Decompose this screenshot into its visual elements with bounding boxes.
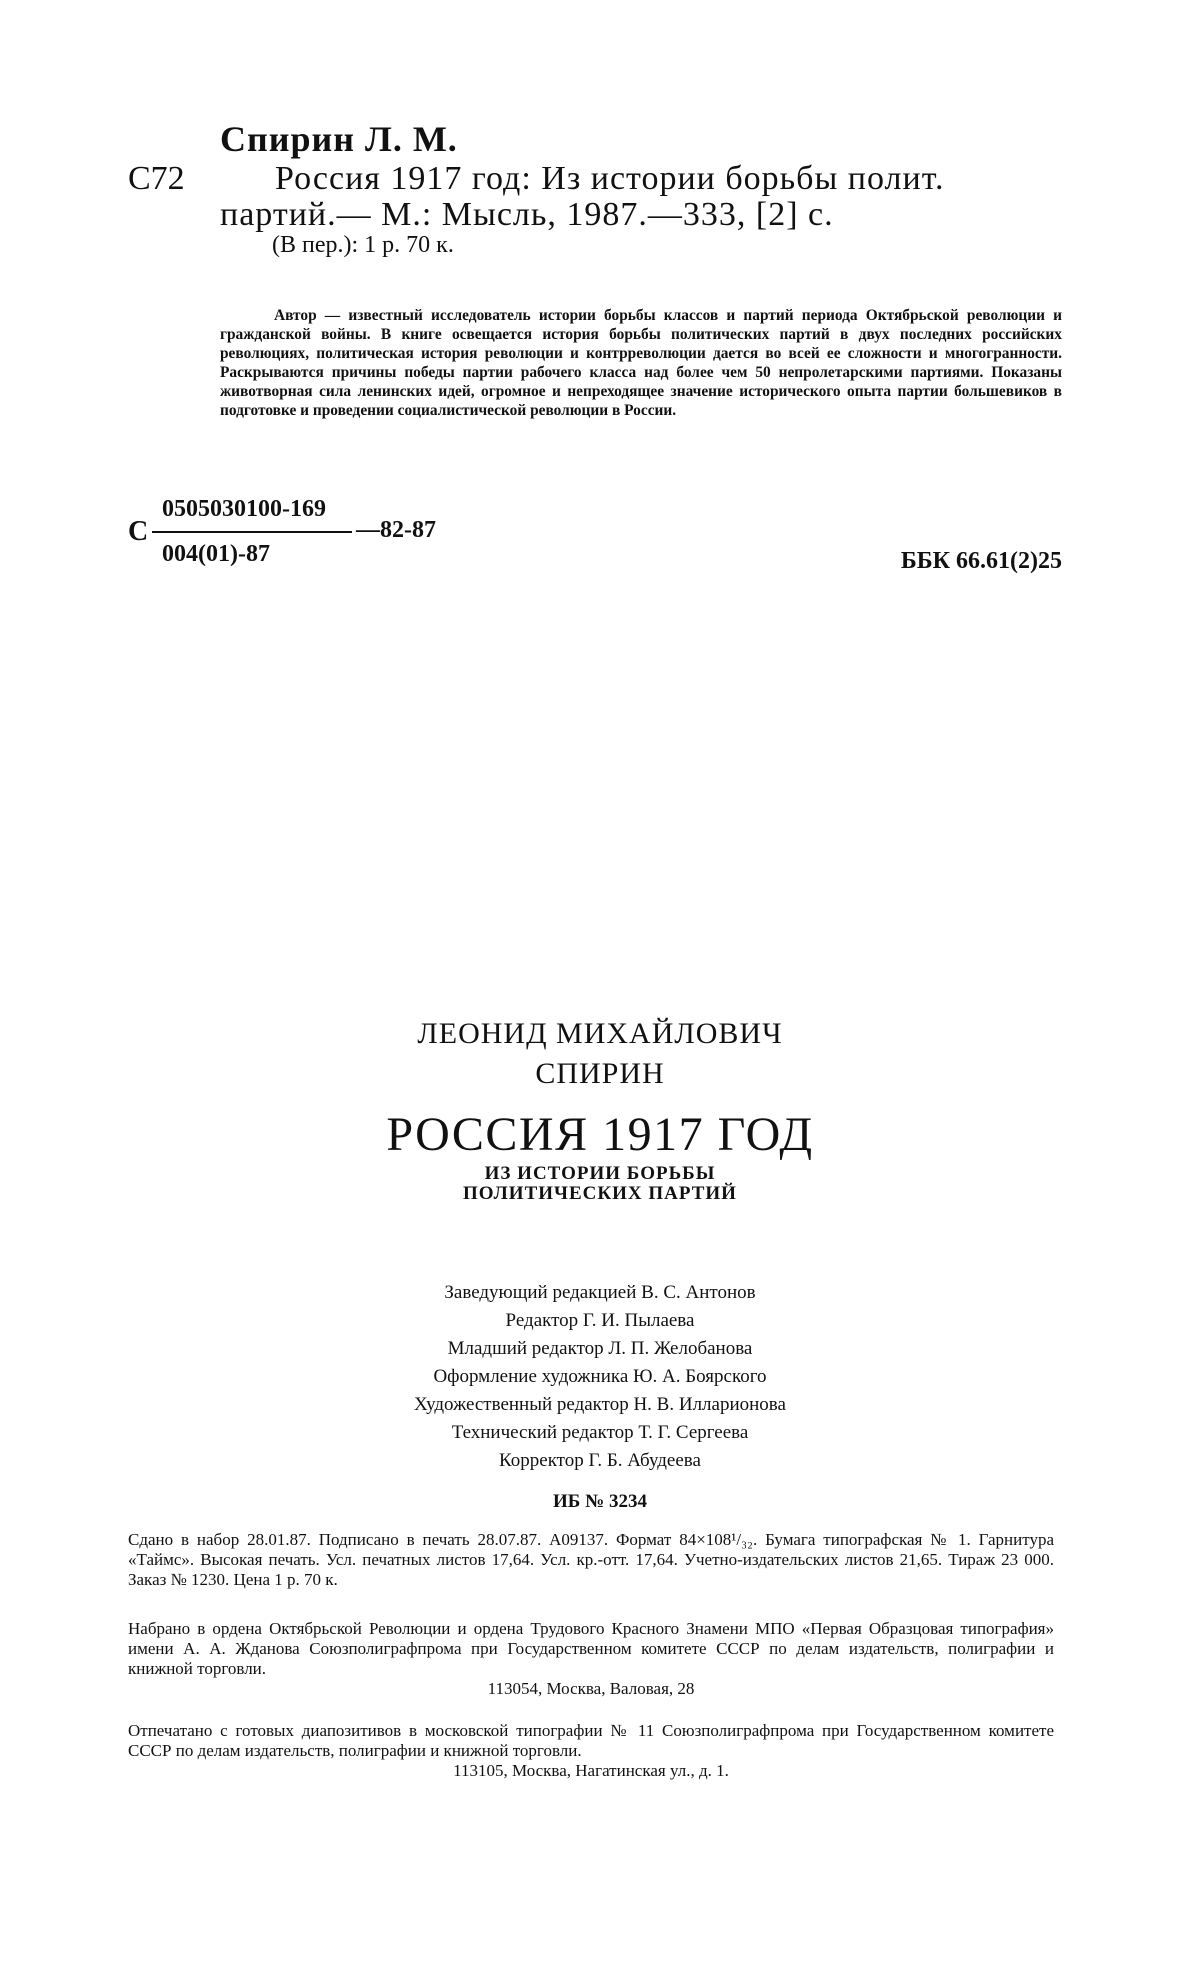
typeset-text: Набрано в ордена Октябрьской Революции и ордена Трудового Красного Знамени МПО «Первая Образцовая типография» имени А. А. Жданова Союзполиграфпрома при Государственном комитете СССР по делам издательств, полиграфии и книжной торговли. [128,1619,1054,1678]
credit-line: Младший редактор Л. П. Желобанова [447,1338,753,1359]
bibliographic-title-line-1: Россия 1917 год: Из истории борьбы полит. [275,160,945,197]
book-title: РОССИЯ 1917 ГОД [386,1108,814,1161]
credit-line: Художественный редактор Н. В. Илларионова [414,1394,786,1415]
credit-line: Заведующий редакцией В. С. Антонов [444,1282,756,1303]
index-suffix: —82-87 [356,517,436,543]
binding-price: (В пер.): 1 р. 70 к. [272,232,454,258]
author-surname: СПИРИН [535,1057,665,1090]
author-heading: Спирин Л. М. [220,119,458,159]
bibliographic-title-line-2: партий.— М.: Мысль, 1987.—333, [2] с. [220,196,834,233]
index-letter: С [128,516,149,547]
ib-number: ИБ № 3234 [553,1491,647,1512]
typeset-address: 113054, Москва, Валовая, 28 [487,1679,695,1698]
author-full-name: ЛЕОНИД МИХАЙЛОВИЧ [417,1017,783,1050]
credit-line: Технический редактор Т. Г. Сергеева [451,1422,749,1443]
fraction-bar [152,531,352,533]
book-subtitle-line-2: ПОЛИТИЧЕСКИХ ПАРТИЙ [463,1183,737,1204]
catalog-code: С72 [128,160,185,197]
index-suffix-value: 82-87 [380,517,436,543]
credit-line: Оформление художника Ю. А. Боярского [433,1366,767,1387]
annotation-paragraph [220,306,1062,420]
printed-address: 113105, Москва, Нагатинская ул., д. 1. [453,1761,729,1780]
credit-line: Корректор Г. Б. Абудеева [499,1450,701,1471]
bbk-code: ББК 66.61(2)25 [900,548,1062,574]
index-denominator: 004(01)-87 [162,541,270,567]
annotation-text: Автор — известный исследователь истории борьбы классов и партий периода Октябрьской революции и гражданской войны. В книге освещается история борьбы политических партий в двух последних российских революциях, политическая история революции и контрреволюции дается во всей ее сложности и многогранности. Раскрываются причины победы партии рабочего класса над более чем 50 непролетарскими партиями. Показаны животворная сила ленинских идей, огромное и непреходящее значение исторического опыта партии большевиков в подготовке и проведении социалистической революции в России. [220,307,1062,419]
printed-text: Отпечатано с готовых диапозитивов в московской типографии № 11 Союзполиграфпрома при Государственном комитете СССР по делам издательств, полиграфии и книжной торговли. [128,1721,1054,1760]
credit-line: Редактор Г. И. Пылаева [505,1310,695,1331]
print-data-paragraph: Сдано в набор 28.01.87. Подписано в печать 28.07.87. А09137. Формат 84×108¹/₃₂. Бумага типографская № 1. Гарнитура «Таймс». Высокая печать. Усл. печатных листов 17,64. Усл. кр.-отт. 17,64. Учетно-издательских листов 21,65. Тираж 23 000. Заказ № 1230. Цена 1 р. 70 к. [128,1530,1054,1589]
printed-paragraph [128,1721,1054,1781]
book-subtitle-line-1: ИЗ ИСТОРИИ БОРЬБЫ [484,1163,716,1184]
index-numerator: 0505030100-169 [162,496,326,522]
typeset-paragraph [128,1619,1054,1699]
credits-list [0,1279,1200,1475]
